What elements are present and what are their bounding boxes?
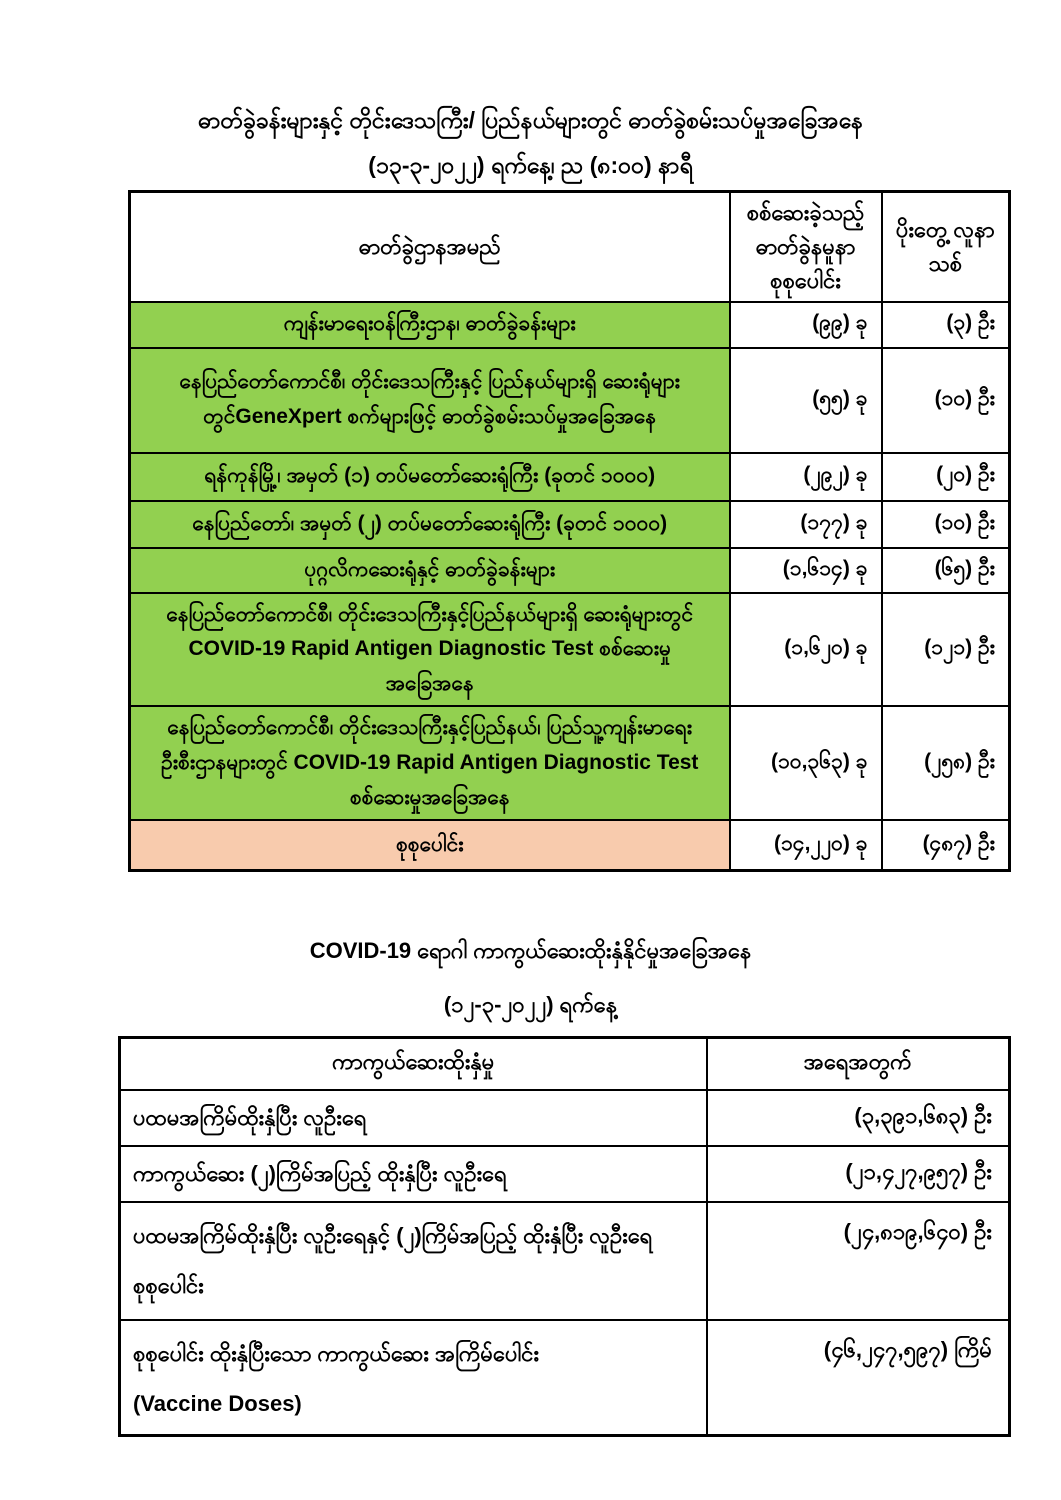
table-row [130,348,1010,453]
lab-row-name: ရန်ကုန်မြို့၊ အမှတ် (၁) တပ်မတော်ဆေးရုံကြီး (ခုတင် ၁၀၀၀) [130,453,730,501]
lab-row-positive: (၂၅၈) ဦး [882,706,1010,820]
table-row [130,593,1010,707]
vaccine-row-label-line1: ကာကွယ်ဆေး (၂)ကြိမ်အပြည့် ထိုးနှံပြီး လူဦးရေ [133,1161,507,1186]
lab-report-title: ဓာတ်ခွဲခန်းများနှင့် တိုင်းဒေသကြီး/ ပြည်နယ်များတွင် ဓာတ်ခွဲစမ်းသပ်မှုအခြေအနေ [198,107,863,133]
vaccine-row-value: (၄၆,၂၄၇,၅၉၇) ကြိမ် [707,1320,1010,1436]
lab-header-positive: ပိုးတွေ့ လူနာသစ် [882,192,1010,302]
table-row [130,302,1010,348]
vaccine-row-label [120,1146,707,1202]
lab-header-name: ဓာတ်ခွဲဌာနအမည် [130,192,730,302]
lab-row-name: ကျန်းမာရေးဝန်ကြီးဌာန၊ ဓာတ်ခွဲခန်းများ [130,302,730,348]
lab-total-label: စုစုပေါင်း [130,820,730,870]
table-row [120,1320,1010,1436]
vaccine-row-label [120,1202,707,1320]
lab-row-samples: (၅၅) ခု [730,348,882,453]
vaccine-row-value: (၂၁,၄၂၇,၉၅၇) ဦး [707,1146,1010,1202]
lab-row-positive: (၁၀) ဦး [882,348,1010,453]
table-row [120,1146,1010,1202]
lab-table-header-row [130,192,1010,302]
lab-row-name: နေပြည်တော်ကောင်စီ၊ တိုင်းဒေသကြီးနှင့်ပြည်နယ်၊ ပြည်သူ့ကျန်းမာရေးဦးစီးဌာနများတွင် COVID-19 Rapid Antigen Diagnostic Test စစ်ဆေးမှုအခြေအနေ [130,706,730,820]
vaccine-row-label-line1: ပထမအကြိမ်ထိုးနှံပြီး လူဦးရေ [133,1105,367,1130]
lab-row-positive: (၃) ဦး [882,302,1010,348]
lab-row-name: နေပြည်တော်ကောင်စီ၊ တိုင်းဒေသကြီးနှင့်ပြည်နယ်များရှိ ဆေးရုံများတွင် COVID-19 Rapid Antigen Diagnostic Test စစ်ဆေးမှုအခြေအနေ [130,593,730,707]
lab-report-date: (၁၃-၃-၂၀၂၂) ရက်နေ့၊ ည (၈:၀၀) နာရီ [368,152,693,178]
lab-row-samples: (၁,၆၂၀) ခု [730,593,882,707]
lab-row-samples: (၂၉၂) ခု [730,453,882,501]
vaccine-header-label: ကာကွယ်ဆေးထိုးနှံမှု [120,1038,707,1090]
lab-row-name: နေပြည်တော်၊ အမှတ် (၂) တပ်မတော်ဆေးရုံကြီး (ခုတင် ၁၀၀၀) [130,501,730,548]
vaccine-row-label-line1: စုစုပေါင်း ထိုးနှံပြီးသော ကာကွယ်ဆေး အကြိမ်ပေါင်း [133,1340,540,1366]
table-row [130,548,1010,593]
lab-row-positive: (၆၅) ဦး [882,548,1010,593]
lab-row-samples: (၁၇၇) ခု [730,501,882,548]
lab-row-positive: (၁၀) ဦး [882,501,1010,548]
lab-total-positive: (၄၈၇) ဦး [882,820,1010,870]
vaccine-row-label-line1: ပထမအကြိမ်ထိုးနှံပြီး လူဦးရေနှင့် (၂)ကြိမ်အပြည့် ထိုးနှံပြီး လူဦးရေစုစုပေါင်း [133,1222,653,1299]
lab-row-samples: (၉၉) ခု [730,302,882,348]
lab-header-samples: စစ်ဆေးခဲ့သည့် ဓာတ်ခွဲနမူနာ စုစုပေါင်း [730,192,882,302]
lab-row-positive: (၂၀) ဦး [882,453,1010,501]
lab-row-samples: (၁၀,၃၆၃) ခု [730,706,882,820]
vaccine-section-title: COVID-19 ရောဂါ ကာကွယ်ဆေးထိုးနှံနိုင်မှုအခြေအနေ [309,938,752,963]
vaccine-row-value: (၂၄,၈၁၉,၆၄၀) ဦး [707,1202,1010,1320]
vaccine-header-value: အရေအတွက် [707,1038,1010,1090]
lab-row-positive: (၁၂၁) ဦး [882,593,1010,707]
table-row [130,501,1010,548]
vaccine-row-label [120,1320,707,1436]
lab-row-name: ပုဂ္ဂလိကဆေးရုံနှင့် ဓာတ်ခွဲခန်းများ [130,548,730,593]
vaccine-table [118,1036,1011,1437]
vaccine-row-label-line2: (Vaccine Doses) [133,1391,302,1417]
lab-row-name: နေပြည်တော်ကောင်စီ၊ တိုင်းဒေသကြီးနှင့် ပြည်နယ်များရှိ ဆေးရုံများတွင်GeneXpert စက်များဖြင့် ဓာတ်ခွဲစမ်းသပ်မှုအခြေအနေ [130,348,730,453]
lab-total-samples: (၁၄,၂၂၀) ခု [730,820,882,870]
vaccine-row-value: (၃,၃၉၁,၆၈၃) ဦး [707,1090,1010,1146]
table-row [120,1202,1010,1320]
table-row [120,1090,1010,1146]
vaccine-table-header-row [120,1038,1010,1090]
vaccine-row-label [120,1090,707,1146]
lab-test-table [128,190,1011,872]
table-row [130,706,1010,820]
lab-row-samples: (၁,၆၁၄) ခု [730,548,882,593]
table-row [130,453,1010,501]
vaccine-section-date: (၁၂-၃-၂၀၂၂) ရက်နေ့ [443,992,618,1017]
lab-total-row [130,820,1010,870]
